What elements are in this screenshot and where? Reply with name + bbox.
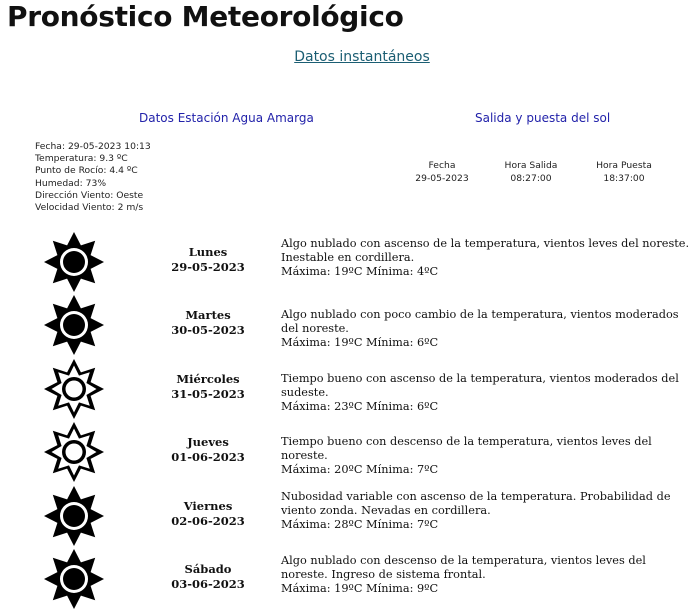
forecast-day: Lunes [188, 245, 228, 259]
sun-col-date [397, 160, 487, 185]
forecast-text [281, 372, 691, 415]
forecast-date: 29-05-2023 [171, 259, 245, 274]
forecast-day: Jueves [187, 435, 229, 449]
forecast-row [0, 293, 693, 357]
forecast-day: Martes [185, 308, 231, 322]
forecast-description: Tiempo bueno con descenso de la temperatura, vientos leves del noreste. [281, 435, 652, 463]
forecast-description: Algo nublado con descenso de la temperatura, vientos leves del noreste. Ingreso de sistema frontal. [281, 554, 646, 582]
sun-col-sunrise-header: Hora Salida [504, 160, 558, 171]
station-humidity: Humedad: 73% [35, 177, 107, 189]
forecast-row [0, 357, 693, 421]
forecast-day: Viernes [183, 499, 233, 513]
forecast-temps: Máxima: 23ºC Mínima: 6ºC [281, 400, 439, 414]
forecast-day-label [160, 372, 256, 401]
sun-col-sunset-header: Hora Puesta [596, 160, 652, 171]
forecast-description: Algo nublado con poco cambio de la temperatura, vientos moderados del noreste. [281, 308, 679, 336]
forecast-day-label [160, 562, 256, 591]
forecast-row [0, 420, 693, 484]
forecast-temps: Máxima: 20ºC Mínima: 7ºC [281, 463, 439, 477]
forecast-temps: Máxima: 28ºC Mínima: 7ºC [281, 518, 439, 532]
forecast-date: 03-06-2023 [171, 576, 245, 591]
forecast-row [0, 547, 693, 611]
sun-outline-icon [42, 357, 106, 421]
sun-heading: Salida y puesta del sol [475, 111, 611, 125]
forecast-date: 31-05-2023 [171, 386, 245, 401]
forecast-description: Tiempo bueno con ascenso de la temperatura, vientos moderados del sudeste. [281, 372, 679, 400]
forecast-text [281, 237, 691, 280]
forecast-date: 01-06-2023 [171, 449, 245, 464]
sun-filled-icon [42, 547, 106, 611]
sun-col-sunrise-value: 08:27:00 [510, 172, 552, 184]
station-dew-point: Punto de Rocío: 4.4 ºC [35, 165, 138, 177]
forecast-description: Nubosidad variable con ascenso de la temperatura. Probabilidad de viento zonda. Nevadas en cordillera. [281, 490, 671, 518]
forecast-temps: Máxima: 19ºC Mínima: 6ºC [281, 336, 439, 350]
forecast-day: Sábado [184, 562, 232, 576]
station-temperature: Temperatura: 9.3 ºC [35, 153, 128, 165]
sun-filled-icon [42, 230, 106, 294]
forecast-row [0, 484, 693, 548]
forecast-row [0, 230, 693, 294]
station-heading: Datos Estación Agua Amarga [139, 111, 314, 125]
station-wind-direction: Dirección Viento: Oeste [35, 189, 144, 201]
forecast-text [281, 490, 691, 533]
forecast-temps: Máxima: 19ºC Mínima: 4ºC [281, 265, 439, 279]
station-date: Fecha: 29-05-2023 10:13 [35, 141, 151, 152]
sun-col-sunset-value: 18:37:00 [603, 172, 645, 184]
forecast-text [281, 308, 691, 351]
station-wind-speed: Velocidad Viento: 2 m/s [35, 202, 144, 214]
forecast-date: 30-05-2023 [171, 322, 245, 337]
sun-col-sunrise [486, 160, 576, 185]
sun-col-sunset [579, 160, 669, 185]
forecast-temps: Máxima: 19ºC Mínima: 9ºC [281, 582, 439, 596]
sun-filled-icon [42, 484, 106, 548]
forecast-text [281, 435, 691, 478]
sun-col-date-value: 29-05-2023 [415, 172, 469, 184]
instant-data-link[interactable]: Datos instantáneos [294, 49, 430, 65]
sun-outline-icon [42, 420, 106, 484]
forecast-text [281, 554, 691, 597]
station-data [35, 141, 151, 214]
sun-col-date-header: Fecha [428, 160, 456, 171]
forecast-description: Algo nublado con ascenso de la temperatura, vientos leves del noreste. Inestable en cordillera. [281, 237, 690, 265]
forecast-day-label [160, 499, 256, 528]
forecast-date: 02-06-2023 [171, 513, 245, 528]
forecast-day-label [160, 435, 256, 464]
sun-filled-icon [42, 293, 106, 357]
page-title: Pronóstico Meteorológico [7, 0, 404, 33]
forecast-day-label [160, 308, 256, 337]
forecast-day-label [160, 245, 256, 274]
forecast-day: Miércoles [176, 372, 240, 386]
